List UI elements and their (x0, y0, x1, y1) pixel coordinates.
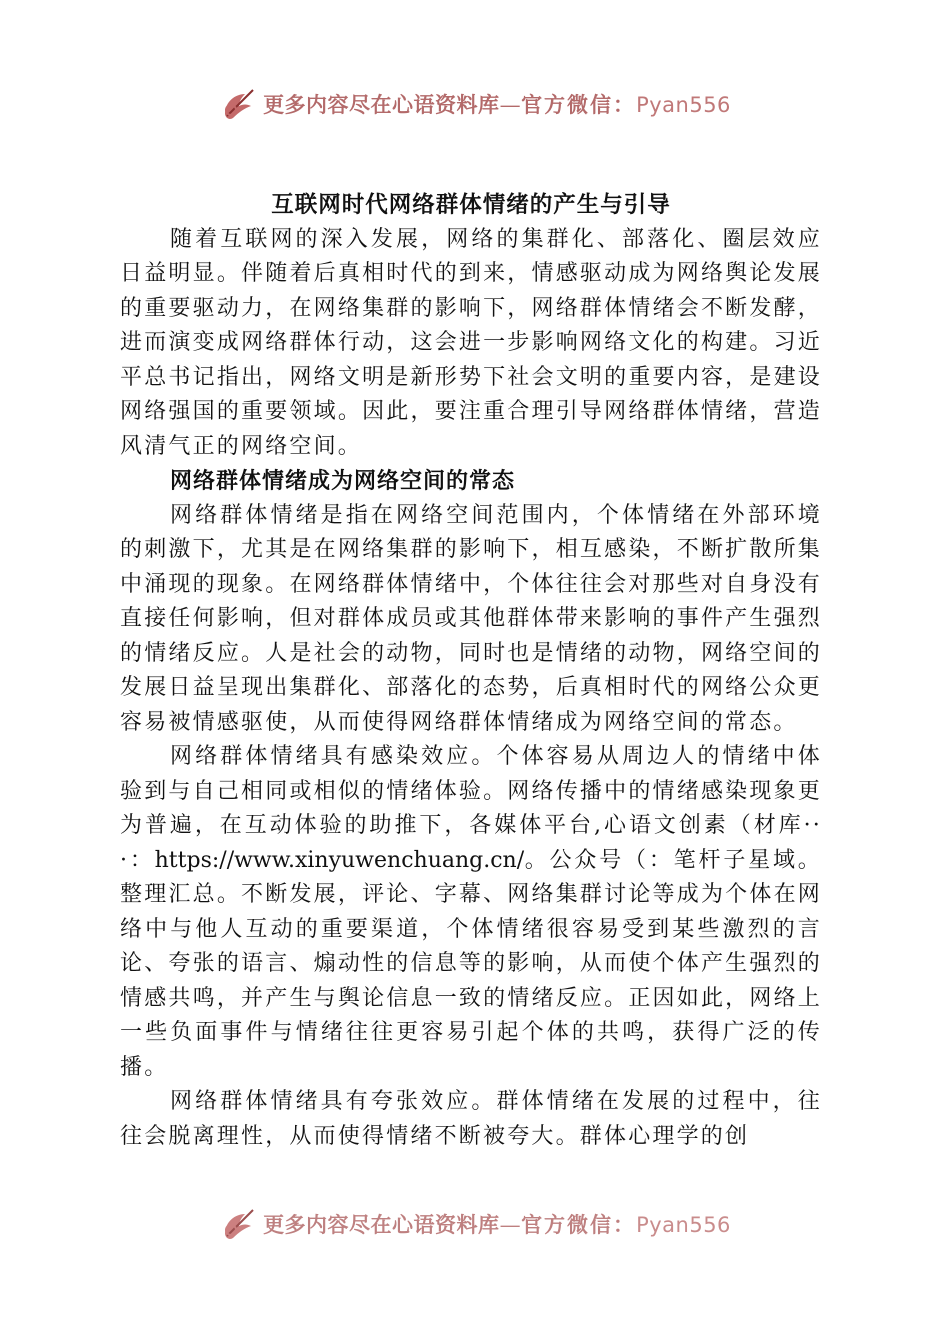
watermark-cn: 更多内容尽在心语资料库 (263, 1212, 500, 1237)
section-heading: 网络群体情绪成为网络空间的常态 (170, 468, 516, 494)
quill-logo-icon (219, 84, 259, 124)
website-url: https://www.xinyuwenchuang.cn/ (154, 847, 525, 873)
watermark-wx-label: 官方微信： (521, 1212, 637, 1237)
watermark-sep: — (499, 93, 522, 117)
paragraph-2 (120, 740, 822, 1085)
intro-paragraph: 随着互联网的深入发展，网络的集群化、部落化、圈层效应日益明显。伴随着后真相时代的到来，情感驱动成为网络舆论发展的重要驱动力，在网络集群的影响下，网络群体情绪会不断发酵，进而演变成网络群体行动，这会进一步影响网络文化的构建。习近平总书记指出，网络文明是新形势下社会文明的重要内容，是建设网络强国的重要领域。因此，要注重合理引导网络群体情绪，营造风清气正的网络空间。 (120, 226, 822, 459)
watermark-sep: — (499, 1213, 522, 1237)
paragraph-1: 网络群体情绪是指在网络空间范围内，个体情绪在外部环境的刺激下，尤其是在网络集群的影响下，相互感染，不断扩散所集中涌现的现象。在网络群体情绪中，个体往往会对那些对自身没有直接任何影响，但对群体成员或其他群体带来影响的事件产生强烈的情绪反应。人是社会的动物，同时也是情绪的动物，网络空间的发展日益呈现出集群化、部落化的态势，后真相时代的网络公众更容易被情感驱使，从而使得网络群体情绪成为网络空间的常态。 (120, 502, 822, 735)
document-title: 互联网时代网络群体情绪的产生与引导 (271, 192, 671, 218)
footer-watermark (0, 1204, 950, 1244)
paragraph-3: 网络群体情绪具有夸张效应。群体情绪在发展的过程中，往往会脱离理性，从而使得情绪不断被夸大。群体心理学的创 (120, 1089, 822, 1149)
paragraph-2-part-a: 网络群体情绪具有感染效应。个体容易从周边人的情绪中体验到与自己相同或相似的情绪体验。网络传播中的情绪感染现象更为普遍，在互动体验的助推下，各媒体平台,心语文创素（材库···： (120, 744, 822, 873)
watermark-text (263, 1209, 731, 1239)
watermark-cn: 更多内容尽在心语资料库 (263, 92, 500, 117)
watermark-text (263, 89, 731, 119)
watermark-wx-id: Pyan556 (636, 1213, 731, 1237)
document-body (120, 188, 822, 1154)
quill-logo-icon (219, 1204, 259, 1244)
watermark-wx-label: 官方微信： (521, 92, 637, 117)
watermark-wx-id: Pyan556 (636, 93, 731, 117)
paragraph-2-part-b: 。公众号（：笔杆子星域。整理汇总。不断发展，评论、字幕、网络集群讨论等成为个体在网络中与他人互动的重要渠道，个体情绪很容易受到某些激烈的言论、夸张的语言、煽动性的信息等的影响，从而使个体产生强烈的情感共鸣，并产生与舆论信息一致的情绪反应。正因如此，网络上一些负面事件与情绪往往更容易引起个体的共鸣，获得广泛的传播。 (120, 847, 822, 1080)
header-watermark (0, 84, 950, 124)
